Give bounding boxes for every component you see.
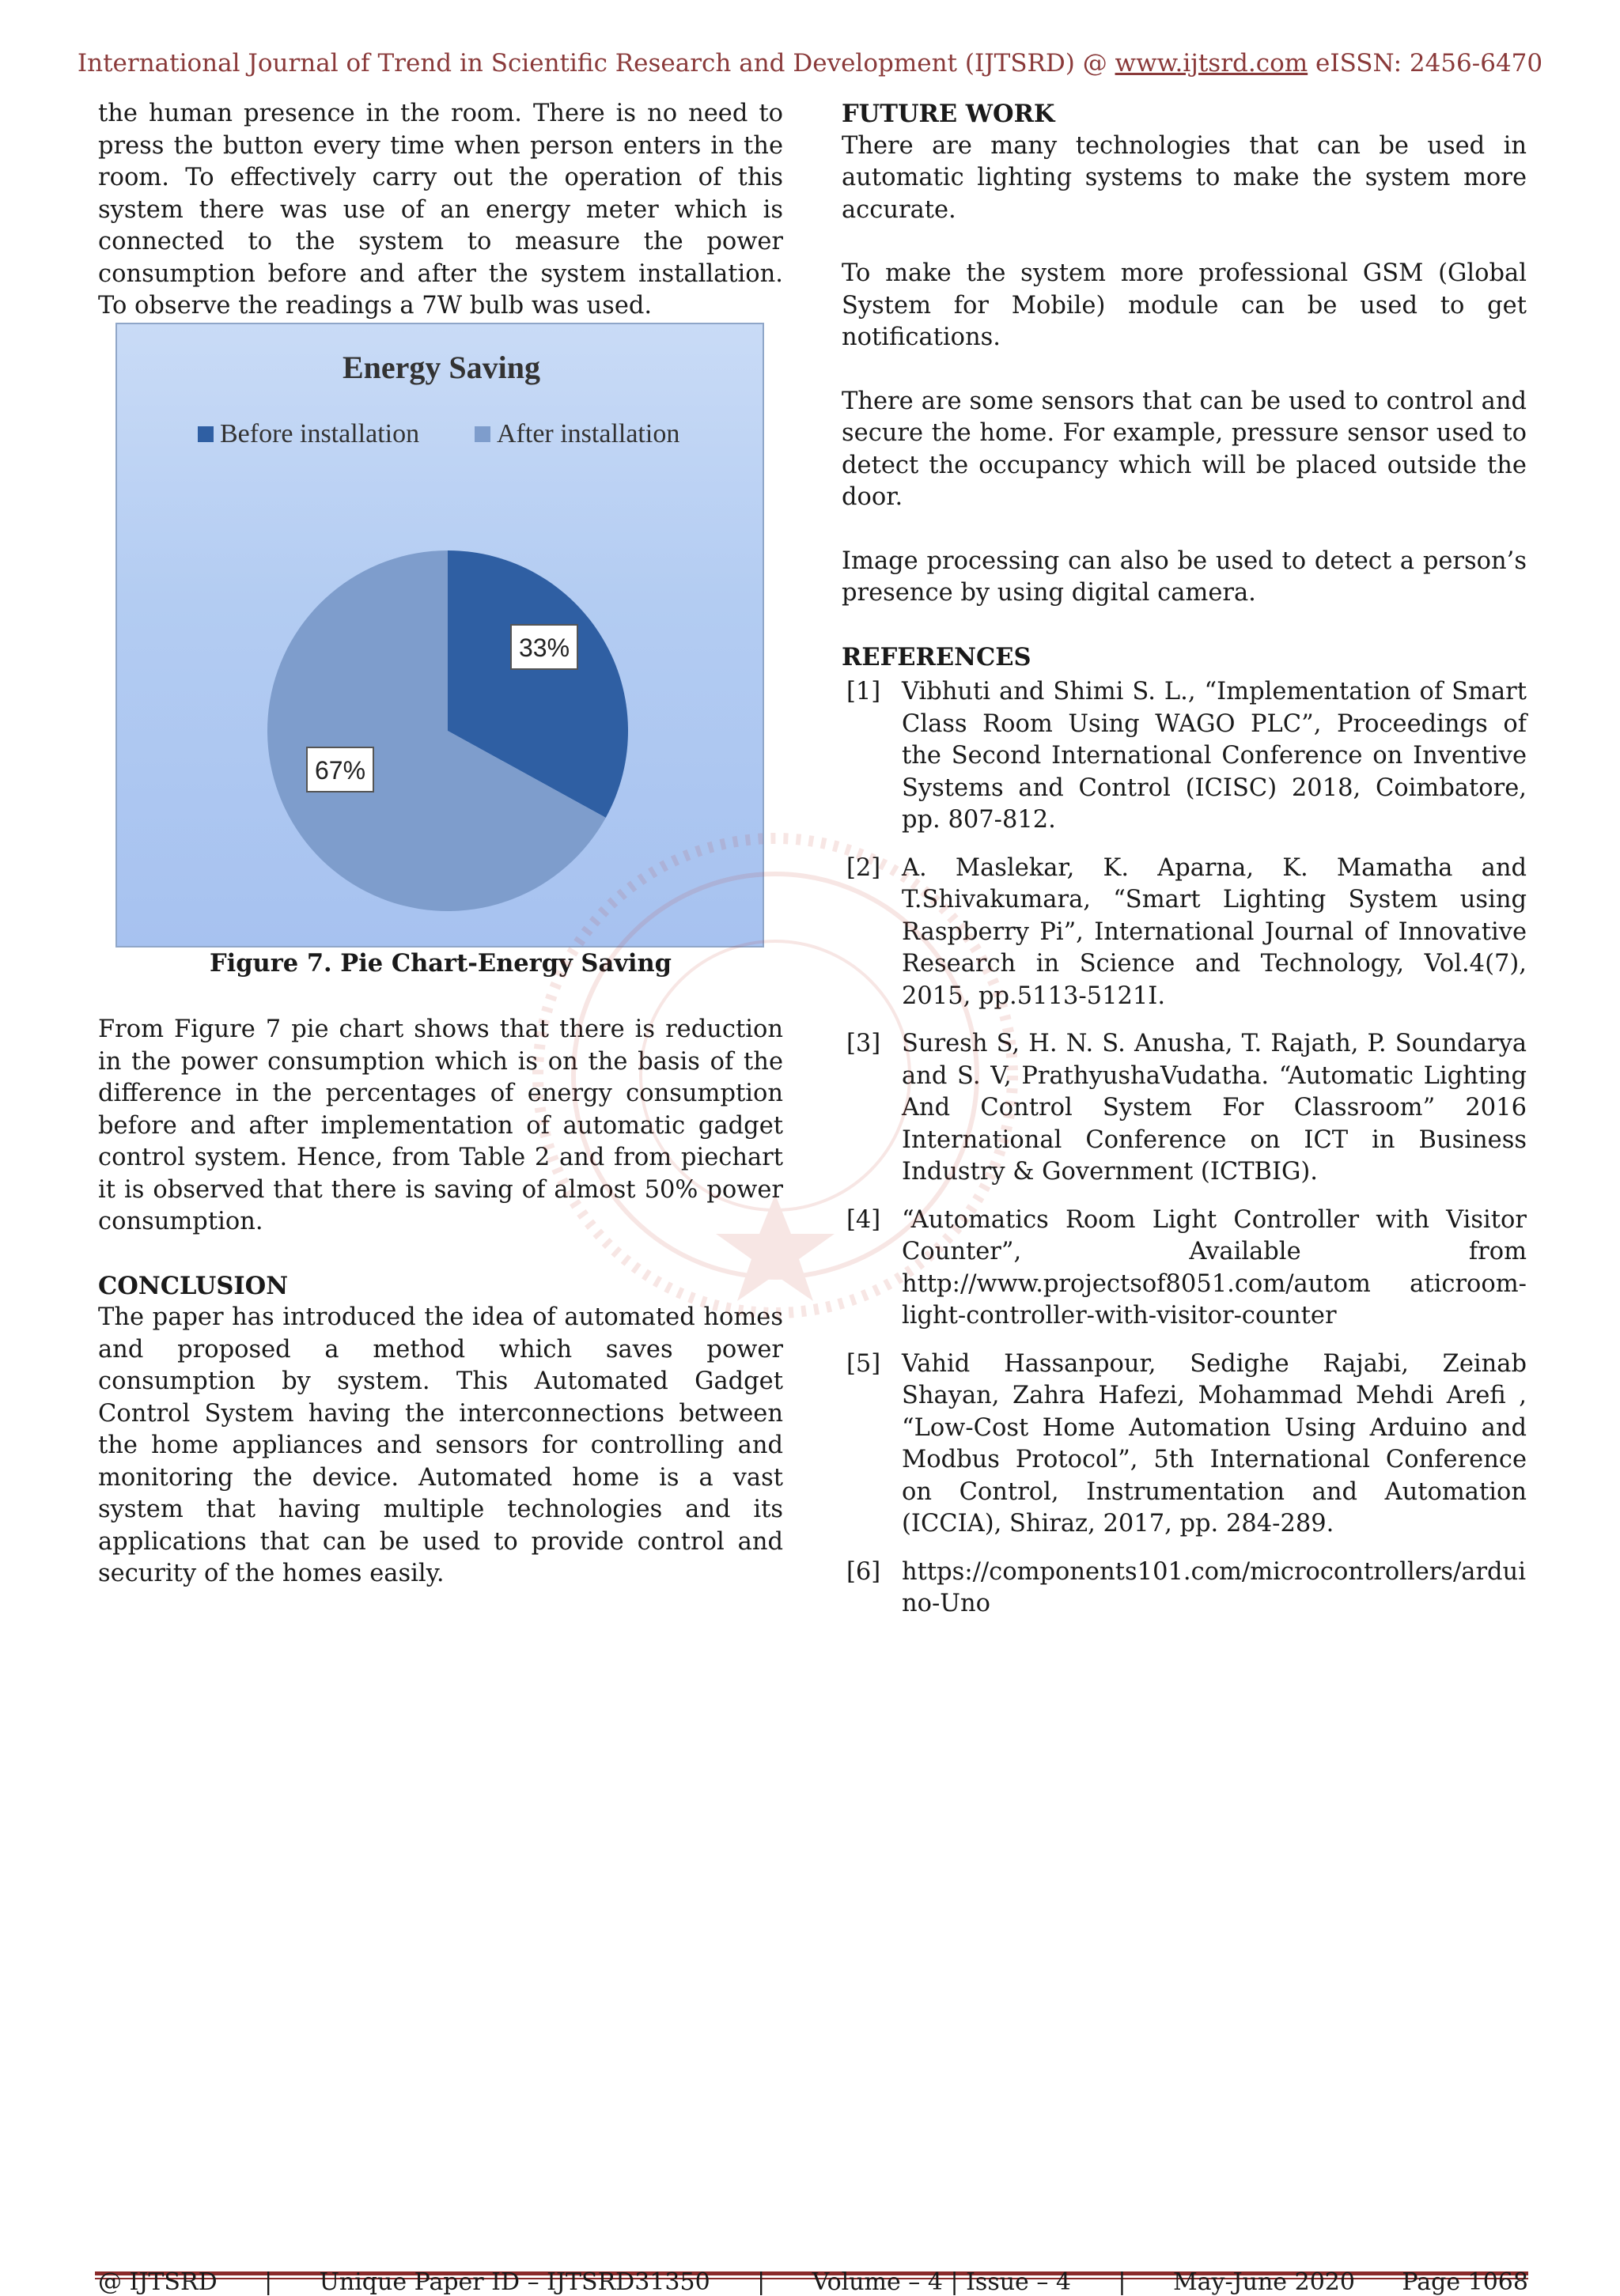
data-label: 67% (314, 756, 366, 785)
running-header (0, 49, 1620, 78)
footer-paper-id: Unique Paper ID – IJTSRD31350 (319, 2268, 710, 2296)
future-paragraph-1: There are many technologies that can be used in automatic lighting systems to make the system more accurate. (842, 131, 1527, 224)
data-label: 33% (518, 634, 570, 662)
reference-text: Vahid Hassanpour, Sedighe Rajabi, Zeinab Shayan, Zahra Hafezi, Mohammad Mehdi Arefi , “Low-Cost Home Automation Using Arduino and Modbus Protocol”, 5th International Conference on Control, Instrumentation and Automation (ICCIA), Shiraz, 2017, pp. 284-289. (902, 1349, 1527, 1538)
footer-separator: | (1118, 2268, 1126, 2296)
reference-item (842, 676, 1527, 837)
reference-number: [2] (846, 853, 881, 882)
footer-volume-issue: Volume – 4 | Issue – 4 (812, 2268, 1071, 2296)
conclusion-paragraph: The paper has introduced the idea of automated homes and proposed a method which saves power consumption by system. This Automated Gadget Control System having the interconnections between the home appliances and sensors for controlling and monitoring the device. Automated home is a vast system that having multiple technologies and its applications that can be used to provide control and security of the homes easily. (98, 1303, 783, 1587)
journal-seal-watermark-icon (522, 823, 1028, 1329)
reference-number: [5] (846, 1349, 881, 1378)
reference-text: Vibhuti and Shimi S. L., “Implementation of Smart Class Room Using WAGO PLC”, Proceedings of the Second International Conference on Inventive Systems and Control (ICISC) 2018, Coimbatore, pp. 807-812. (902, 678, 1527, 834)
footer-journal: @ IJTSRD (98, 2268, 218, 2296)
left-column (98, 98, 783, 323)
footer-page-number: Page 1068 (1402, 2268, 1528, 2296)
footer-date: May-June 2020 (1172, 2268, 1355, 2296)
future-paragraph-2: To make the system more professional GSM (Global System for Mobile) module can be used to get notifications. (842, 259, 1527, 351)
chart-title: Energy Saving (342, 350, 541, 385)
reference-number: [6] (846, 1557, 881, 1586)
footer-separator: | (264, 2268, 273, 2296)
reference-item (842, 1557, 1527, 1621)
future-work-heading: FUTURE WORK (842, 100, 1055, 128)
header-journal-title: International Journal of Trend in Scientific Research and Development (IJTSRD) @ (77, 49, 1115, 78)
header-eissn: eISSN: 2456-6470 (1308, 49, 1543, 78)
discussion-paragraph: From Figure 7 pie chart shows that there is reduction in the power consumption which is on the basis of the difference in the percentages of energy consumption before and after implementation of automatic gadget control system. Hence, from Table 2 and from piechart it is observed that there is saving of almost 50% power consumption. (98, 1016, 783, 1235)
legend-swatch (475, 426, 490, 442)
reference-number: [3] (846, 1030, 881, 1057)
conclusion-heading: CONCLUSION (98, 1271, 289, 1300)
legend-label: After installation (497, 419, 680, 448)
legend-label: Before installation (220, 419, 420, 448)
reference-text: https://components101.com/microcontrollers/arduino-Uno (902, 1557, 1526, 1617)
future-paragraph-4: Image processing can also be used to detect a person’s presence by using digital camera. (842, 547, 1527, 607)
reference-item (842, 1348, 1527, 1541)
header-website-link[interactable]: www.ijtsrd.com (1115, 49, 1308, 78)
reference-number: [4] (846, 1205, 881, 1234)
reference-text: “Automatics Room Light Controller with Visitor Counter”, Available from http://www.projectsof8051.com/autom aticroom-light-controller-with-visitor-counter (902, 1205, 1527, 1330)
reference-text: A. Maslekar, K. Aparna, K. Mamatha and T.Shivakumara, “Smart Lighting System using Raspberry Pi”, International Journal of Innovative Research in Science and Technology, Vol.4(7), 2015, pp.5113-5121I. (902, 853, 1527, 1010)
references-heading: REFERENCES (842, 642, 1031, 671)
footer-separator: | (757, 2268, 766, 2296)
legend-swatch (198, 426, 214, 442)
figure-caption: Figure 7. Pie Chart-Energy Saving (209, 949, 672, 978)
reference-number: [1] (846, 678, 881, 705)
reference-text: Suresh S, H. N. S. Anusha, T. Rajath, P. Soundarya and S. V, PrathyushaVudatha. “Automatic Lighting And Control System For Classroom” 2016 International Conference on ICT in Business Industry & Government (ICTBIG). (902, 1030, 1527, 1186)
intro-paragraph: the human presence in the room. There is no need to press the button every time when person enters in the room. To effectively carry out the operation of this system there was use of an energy meter which is connected to the system to measure the power consumption before and after the system installation. To observe the readings a 7W bulb was used. (98, 100, 783, 320)
future-paragraph-3: There are some sensors that can be used to control and secure the home. For example, pressure sensor used to detect the occupancy which will be placed outside the door. (842, 387, 1527, 511)
chart-legend (198, 419, 679, 448)
